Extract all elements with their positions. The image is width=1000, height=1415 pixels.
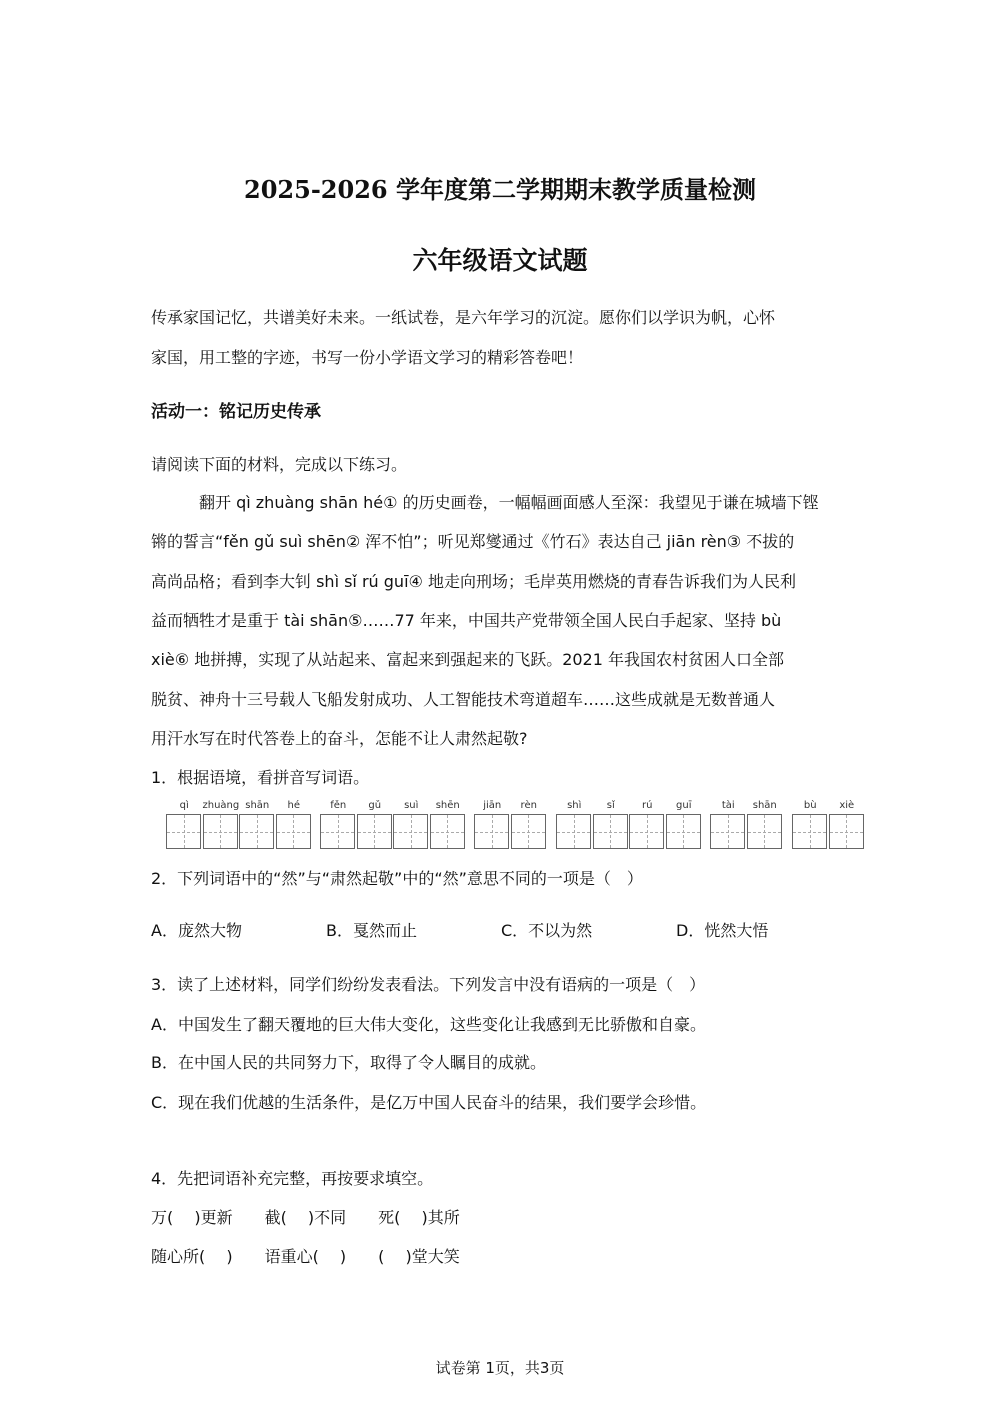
character-writing-box[interactable]: [320, 814, 355, 849]
character-writing-box[interactable]: [747, 814, 782, 849]
character-writing-box[interactable]: [430, 814, 465, 849]
character-writing-box[interactable]: [792, 814, 827, 849]
pinyin-label: shì: [567, 800, 582, 811]
character-writing-box[interactable]: [357, 814, 392, 849]
pinyin-cell: [829, 800, 866, 852]
pinyin-label: jiān: [483, 800, 502, 811]
question-1: 1．根据语境，看拼音写词语。: [151, 768, 370, 787]
passage-line-6: 脱贫、神舟十三号载人飞船发射成功、人工智能技术弯道超车……这些成就是无数普通人: [151, 690, 776, 709]
passage-line-7: 用汗水写在时代答卷上的奋斗，怎能不让人肃然起敬?: [151, 729, 528, 748]
pinyin-cell: [320, 800, 357, 852]
pinyin-cell: [430, 800, 467, 852]
character-writing-box[interactable]: [666, 814, 701, 849]
intro-line-2: 家国，用工整的字迹，书写一份小学语文学习的精彩答卷吧！: [151, 348, 584, 367]
pinyin-label: suì: [404, 800, 419, 811]
passage-line-1: 翻开 qì zhuàng shān hé① 的历史画卷，一幅幅画面感人至深：我望见于谦在城墙下铿: [199, 493, 819, 512]
activity-instruction: 请阅读下面的材料，完成以下练习。: [151, 455, 408, 474]
activity-heading: 活动一：铭记历史传承: [151, 402, 321, 422]
character-writing-box[interactable]: [276, 814, 311, 849]
character-writing-box[interactable]: [474, 814, 509, 849]
character-writing-box[interactable]: [593, 814, 628, 849]
passage-line-2: 锵的誓言“fěn gǔ suì shēn② 浑不怕”；听见郑燮通过《竹石》表达自己 jiān rèn③ 不拔的: [151, 532, 795, 551]
passage-line-5: xiè⑥ 地拼搏，实现了从站起来、富起来到强起来的飞跃。2021 年我国农村贫困人口全部: [151, 650, 784, 669]
q2-option-a: A．庞然大物: [151, 921, 242, 940]
pinyin-cell: [593, 800, 630, 852]
character-writing-box[interactable]: [556, 814, 591, 849]
intro-line-1: 传承家国记忆，共谱美好未来。一纸试卷，是六年学习的沉淀。愿你们以学识为帆，心怀: [151, 308, 776, 327]
pinyin-cell: [474, 800, 511, 852]
pinyin-cell: [239, 800, 276, 852]
pinyin-cell: [747, 800, 784, 852]
pinyin-label: bù: [803, 800, 817, 811]
question-2: 2．下列词语中的“然”与“肃然起敬”中的“然”意思不同的一项是（ ）: [151, 869, 643, 888]
q3-option-c: C．现在我们优越的生活条件，是亿万中国人民奋斗的结果，我们要学会珍惜。: [151, 1093, 707, 1112]
q2-option-c: C．不以为然: [501, 921, 593, 940]
pinyin-label: sǐ: [606, 800, 615, 811]
character-writing-box[interactable]: [393, 814, 428, 849]
pinyin-label: rèn: [520, 800, 537, 811]
pinyin-label: guī: [676, 800, 692, 811]
q3-option-b: B．在中国人民的共同努力下，取得了令人瞩目的成就。: [151, 1053, 546, 1072]
pinyin-cell: [203, 800, 240, 852]
exam-subtitle: 六年级语文试题: [412, 246, 588, 275]
q2-option-b: B．戛然而止: [326, 921, 417, 940]
pinyin-label: shēn: [435, 800, 460, 811]
pinyin-label: shān: [245, 800, 270, 811]
pinyin-cell: [556, 800, 593, 852]
pinyin-label: gǔ: [368, 800, 382, 811]
pinyin-cell: [393, 800, 430, 852]
exam-title: 2025-2026 学年度第二学期期末教学质量检测: [244, 175, 756, 204]
q4-line-1: 万( )更新 截( )不同 死( )其所: [151, 1208, 460, 1227]
pinyin-label: xiè: [839, 800, 855, 811]
character-writing-box[interactable]: [629, 814, 664, 849]
pinyin-label: zhuàng: [202, 800, 240, 811]
pinyin-cell: [629, 800, 666, 852]
passage-line-4: 益而牺牲才是重于 tài shān⑤……77 年来，中国共产党带领全国人民白手起家、坚持 bù: [151, 611, 782, 630]
pinyin-cell: [166, 800, 203, 852]
character-writing-box[interactable]: [511, 814, 546, 849]
pinyin-cell: [357, 800, 394, 852]
question-4: 4．先把词语补充完整，再按要求填空。: [151, 1169, 434, 1188]
q4-line-2: 随心所( ) 语重心( ) ( )堂大笑: [151, 1247, 460, 1266]
character-writing-box[interactable]: [829, 814, 864, 849]
character-writing-box[interactable]: [166, 814, 201, 849]
page-footer: 试卷第 1页，共3页: [435, 1359, 565, 1377]
question-3: 3．读了上述材料，同学们纷纷发表看法。下列发言中没有语病的一项是（ ）: [151, 975, 706, 994]
character-writing-box[interactable]: [239, 814, 274, 849]
pinyin-label: qì: [179, 800, 189, 811]
pinyin-cell: [511, 800, 548, 852]
q3-option-a: A．中国发生了翻天覆地的巨大伟大变化，这些变化让我感到无比骄傲和自豪。: [151, 1015, 706, 1034]
pinyin-label: rú: [642, 800, 653, 811]
pinyin-cell: [710, 800, 747, 852]
pinyin-label: shān: [752, 800, 777, 811]
pinyin-label: hé: [287, 800, 300, 811]
pinyin-label: fěn: [330, 800, 347, 811]
pinyin-cell: [792, 800, 829, 852]
q2-option-d: D．恍然大悟: [676, 921, 769, 940]
character-writing-box[interactable]: [710, 814, 745, 849]
passage-line-3: 高尚品格；看到李大钊 shì sǐ rú guī④ 地走向刑场；毛岸英用燃烧的青春告诉我们为人民利: [151, 572, 796, 591]
pinyin-label: tài: [721, 800, 735, 811]
pinyin-cell: [276, 800, 313, 852]
pinyin-cell: [666, 800, 703, 852]
character-writing-box[interactable]: [203, 814, 238, 849]
